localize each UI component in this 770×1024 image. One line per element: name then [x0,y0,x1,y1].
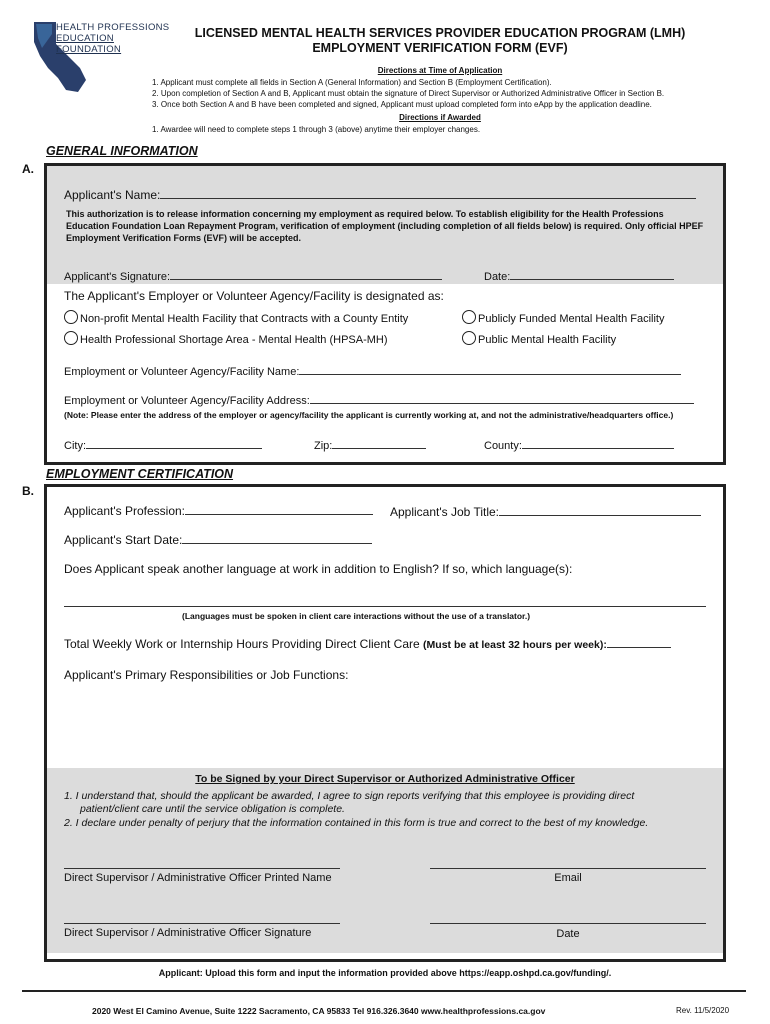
supervisor-signature-label: Direct Supervisor / Administrative Officer Signature [64,927,312,939]
option-public-mh[interactable] [462,331,616,346]
direction-item-1: 1. Applicant must complete all fields in Section A (General Information) and Section B (Employment Certification). [152,78,552,87]
footer-revision: Rev. 11/5/2020 [676,1006,730,1015]
profession-label: Applicant's Profession: [64,504,186,518]
applicant-signature-label: Applicant's Signature: [64,271,171,283]
job-title-label: Applicant's Job Title: [390,505,500,519]
email-line[interactable] [430,868,706,869]
footer-address: 2020 West El Camino Avenue, Suite 1222 Sacramento, CA 95833 Tel 916.326.3640 www.healthprofessions.ca.gov [92,1006,546,1016]
responsibilities-input-area[interactable] [64,688,706,762]
radio-button[interactable] [64,310,78,324]
supervisor-date-label: Date [556,928,580,940]
facility-name-label: Employment or Volunteer Agency/Facility Name: [64,366,300,378]
printed-name-line[interactable] [64,868,340,869]
hours-field[interactable] [64,637,671,651]
form-title-line-2: EMPLOYMENT VERIFICATION FORM (EVF) [312,41,568,55]
radio-button[interactable] [462,310,476,324]
supervisor-signature-line[interactable] [64,923,340,924]
option-nonprofit[interactable] [64,310,408,325]
logo-line-2: EDUCATION FOUNDATION [56,33,122,55]
email-label: Email [554,872,582,884]
statement-1-cont: patient/client care until the service obligation is complete. [80,803,345,815]
county-label: County: [484,440,522,452]
authorization-text: This authorization is to release information concerning my employment as required below. To establish eligibility for the Health Professions Education Foundation Loan Repayment Program, verification of employment (including completion of all fields below) is required. Only official HPEF Employment Verification Forms (EVF) will be accepted. [66,209,704,243]
option-public-mh-label: Public Mental Health Facility [478,334,617,346]
directions-heading: Directions at Time of Application [377,66,503,75]
address-note: (Note: Please enter the address of the employer or agency/facility the applicant is currently working at, and not the administrative/headquarters office.) [64,410,674,420]
hours-note: (Must be at least 32 hours per week): [423,639,607,651]
form-title-line-1: LICENSED MENTAL HEALTH SERVICES PROVIDER EDUCATION PROGRAM (LMH) [194,26,686,40]
footer-divider [22,990,746,992]
applicant-signature-field[interactable] [64,269,442,283]
designation-label: The Applicant's Employer or Volunteer Agency/Facility is designated as: [64,289,444,303]
section-a-letter: A. [22,162,34,176]
language-note: (Languages must be spoken in client care interactions without the use of a translator.) [182,611,531,621]
direction-item-3: 3. Once both Section A and B have been completed and signed, Applicant must upload completed form into eApp by the application deadline. [152,100,652,109]
option-publicly-funded-label: Publicly Funded Mental Health Facility [478,313,665,325]
awarded-heading: Directions if Awarded [399,113,481,122]
upload-note: Applicant: Upload this form and input the information provided above https://eapp.oshpd.ca.gov/funding/. [158,968,612,978]
applicant-date-label: Date: [484,271,511,283]
supervisor-date-line[interactable] [430,923,706,924]
applicant-date-field[interactable] [484,269,674,283]
radio-button[interactable] [462,331,476,345]
profession-field[interactable] [64,504,373,518]
city-field[interactable] [64,438,262,452]
facility-name-field[interactable] [64,364,681,378]
start-date-label: Applicant's Start Date: [64,533,183,547]
zip-field[interactable] [314,438,426,452]
applicant-name-label: Applicant's Name: [64,188,161,202]
option-hpsa[interactable] [64,331,388,346]
statement-2: 2. I declare under penalty of perjury that the information contained in this form is true and correct to the best of my knowledge. [64,817,649,829]
printed-name-label: Direct Supervisor / Administrative Officer Printed Name [64,872,332,884]
language-question: Does Applicant speak another language at work in addition to English? If so, which language(s): [64,562,573,576]
city-label: City: [64,440,86,452]
responsibilities-label: Applicant's Primary Responsibilities or Job Functions: [64,668,349,682]
direction-item-2: 2. Upon completion of Section A and B, Applicant must obtain the signature of Direct Supervisor or Authorized Administrative Officer in Section B. [152,89,665,98]
section-a-heading: GENERAL INFORMATION [46,144,198,158]
statement-1: 1. I understand that, should the applicant be awarded, I agree to sign reports verifying that this employee is providing direct [64,790,635,802]
zip-label: Zip: [314,440,333,452]
section-b-heading: EMPLOYMENT CERTIFICATION [46,467,234,481]
language-input-line[interactable] [64,606,706,607]
facility-address-field[interactable] [64,393,694,407]
hours-label: Total Weekly Work or Internship Hours Providing Direct Client Care [64,637,420,651]
applicant-name-field[interactable] [64,188,696,202]
option-hpsa-label: Health Professional Shortage Area - Mental Health (HPSA-MH) [80,334,388,346]
option-publicly-funded[interactable] [462,310,664,325]
option-nonprofit-label: Non-profit Mental Health Facility that Contracts with a County Entity [80,313,409,325]
sign-heading: To be Signed by your Direct Supervisor or Authorized Administrative Officer [195,773,575,785]
awarded-item-1: 1. Awardee will need to complete steps 1 through 3 (above) anytime their employer changes. [152,125,481,134]
logo-line-1: HEALTH PROFESSIONS [56,22,170,33]
job-title-field[interactable] [390,505,701,519]
radio-button[interactable] [64,331,78,345]
facility-address-label: Employment or Volunteer Agency/Facility Address: [64,395,310,407]
start-date-field[interactable] [64,533,372,547]
form-title [180,26,700,56]
section-b-letter: B. [22,484,34,498]
county-field[interactable] [484,438,674,452]
